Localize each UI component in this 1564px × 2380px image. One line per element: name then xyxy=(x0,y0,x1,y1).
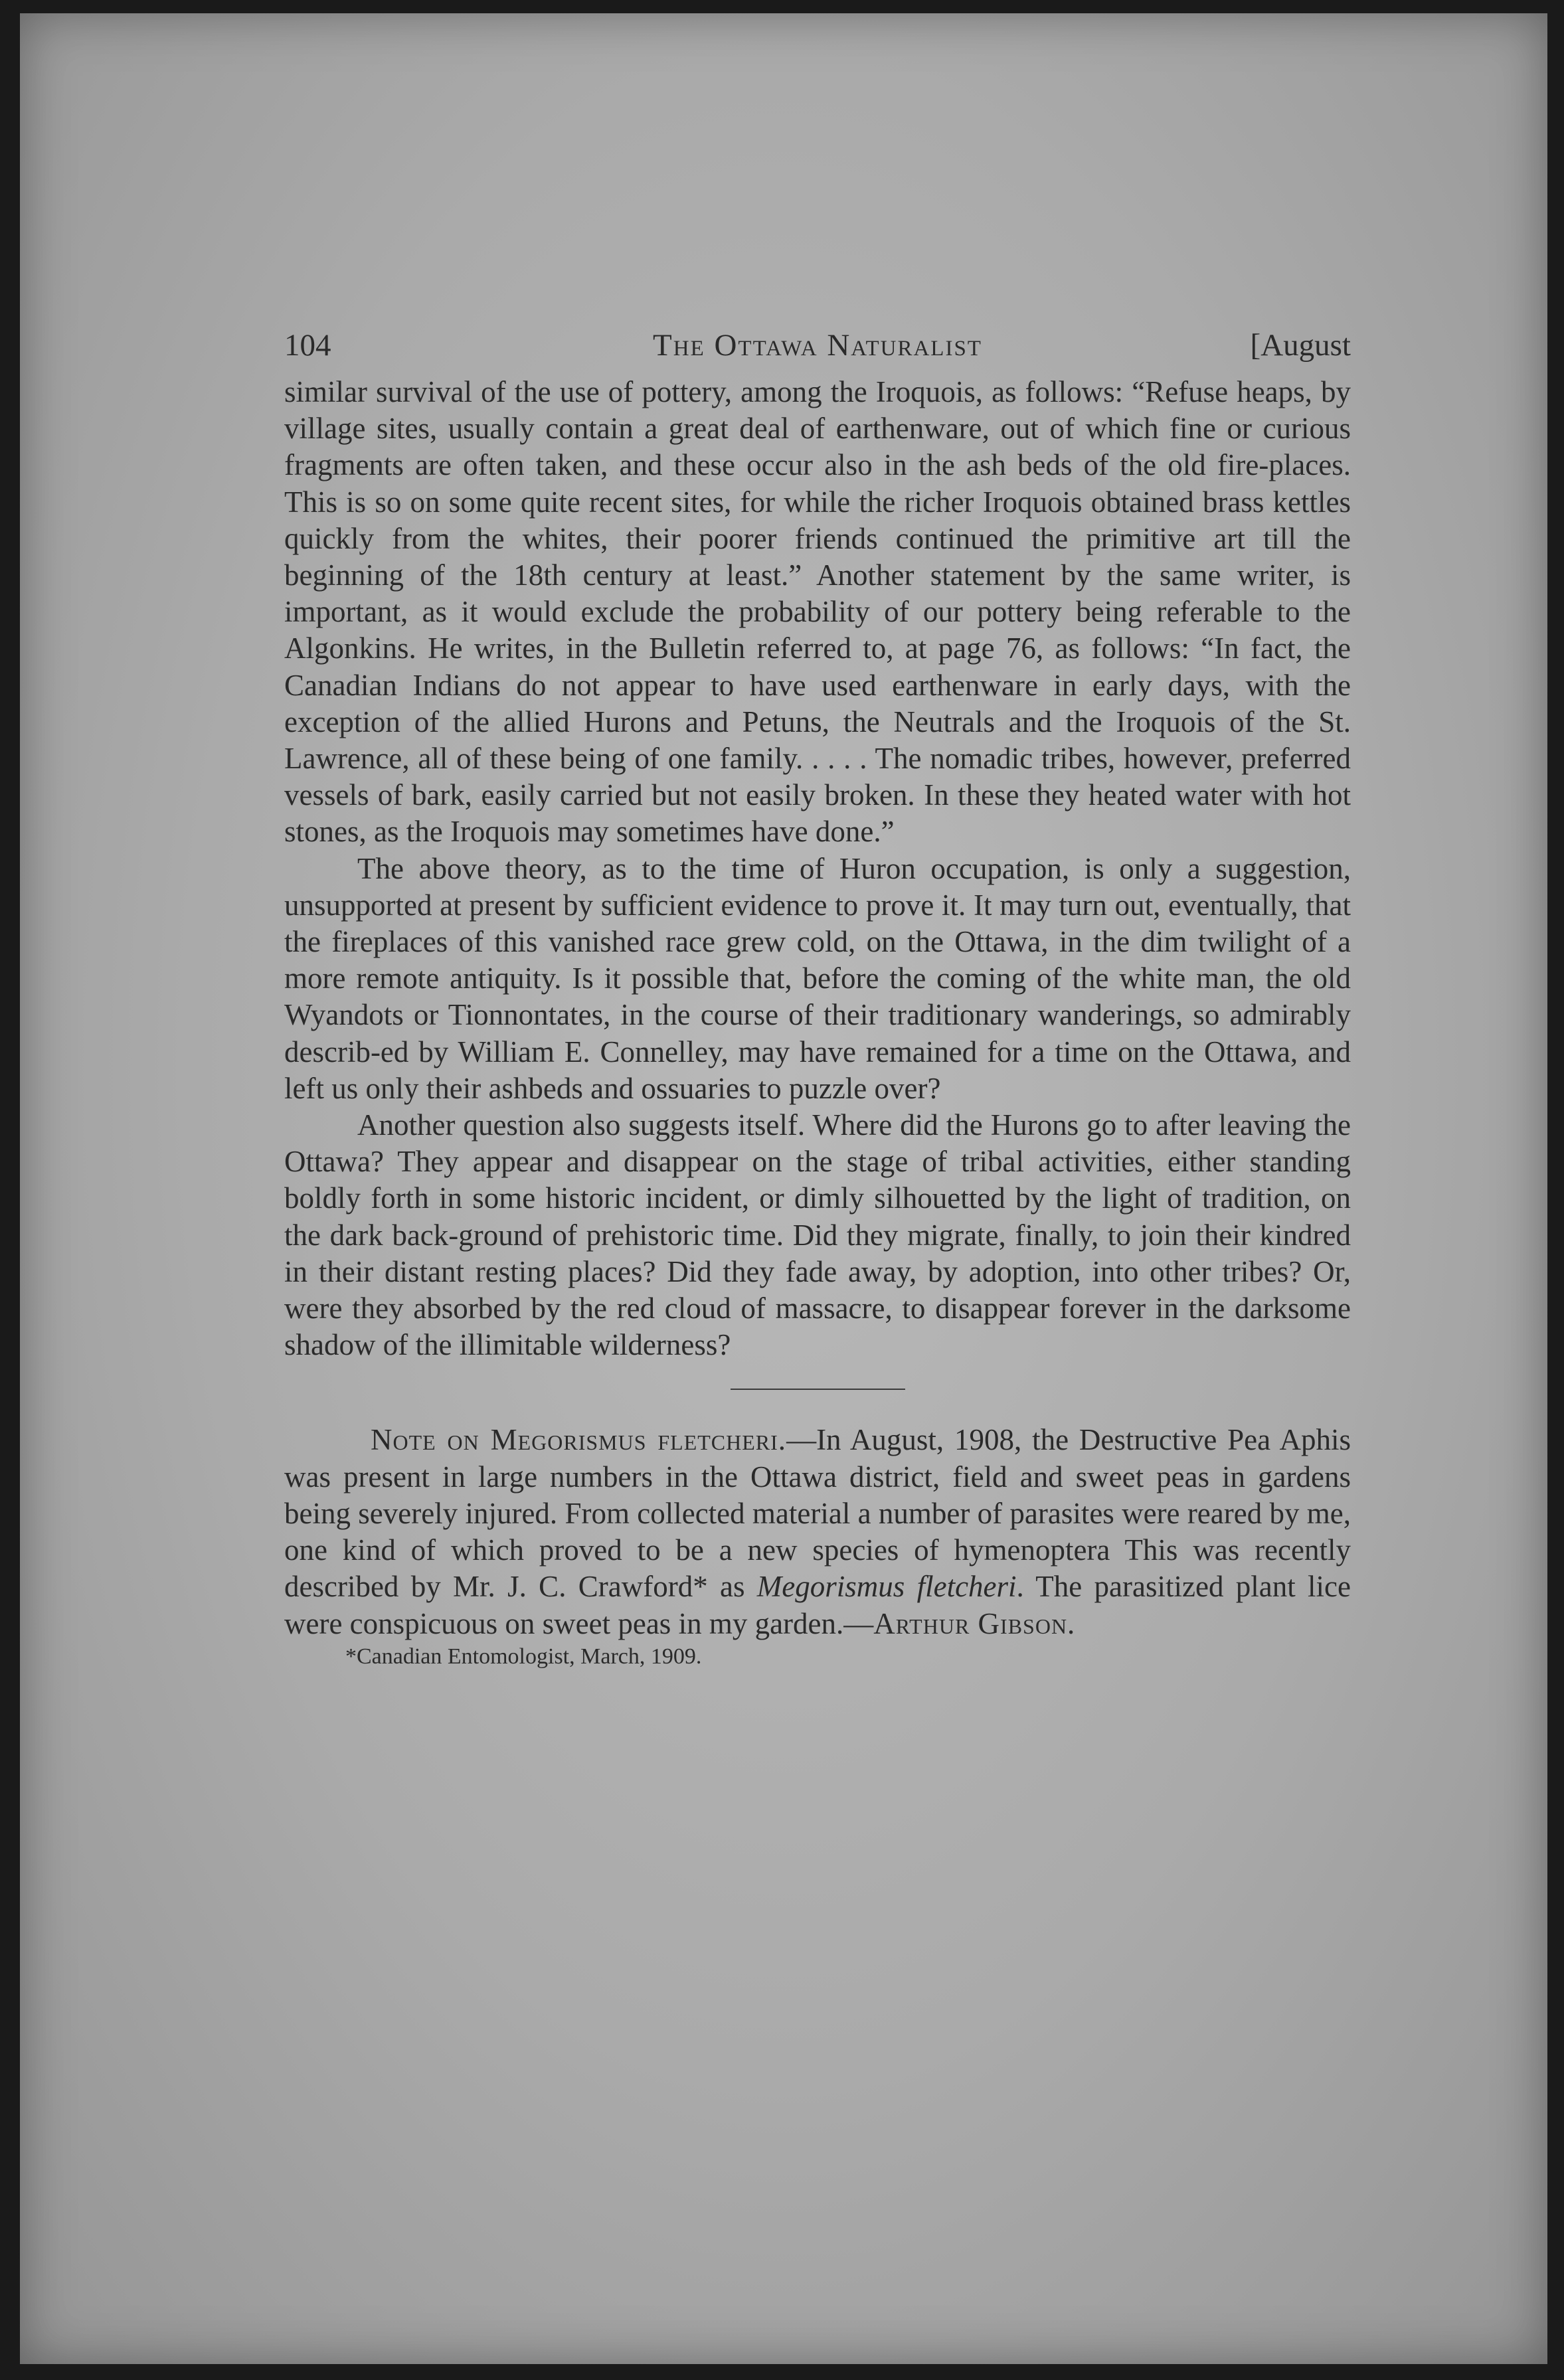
book-page xyxy=(20,13,1547,2364)
note-text: —In August, 1908, the Destructive Pea Aphis was present in large numbers in the Ottawa district, field and sweet peas in gardens being severely injured. From collected material a number of parasites were reared by me, one kind of which proved to be a new species of hymenoptera This was recently described by Mr. J. C. Crawford* as xyxy=(284,1423,1351,1604)
article-body xyxy=(284,374,1351,1363)
running-head xyxy=(284,321,1351,370)
species-name: Megorismus fletcheri xyxy=(756,1570,1017,1604)
section-divider xyxy=(731,1389,905,1390)
article-paragraph: Another question also suggests itself. Where did the Hurons go to after leaving the Ottawa? They appear and disappear on the stage of tribal activities, either standing boldly forth in some historic incident, or dimly silhouetted by the light of tradition, on the dark back-ground of prehistoric time. Did they migrate, finally, to join their kindred in their distant resting places? Did they fade away, by adoption, into other tribes? Or, were they absorbed by the red cloud of massacre, to disappear forever in the darksome shadow of the illimitable wilderness? xyxy=(284,1108,1351,1362)
footnote: *Canadian Entomologist, March, 1909. xyxy=(345,1644,702,1669)
journal-title: The Ottawa Naturalist xyxy=(653,328,982,363)
note-author: Arthur Gibson. xyxy=(873,1606,1076,1640)
issue-month: [August xyxy=(1250,328,1351,363)
page-number: 104 xyxy=(284,328,331,363)
article-paragraph: similar survival of the use of pottery, among the Iroquois, as follows: “Refuse heaps, by village sites, usually contain a great deal of earthenware, out of which fine or curious fragments are often taken, and these occur also in the ash beds of the old fire-places. This is so on some quite recent sites, for while the richer Iroquois obtained brass kettles quickly from the whites, their poorer friends continued the primitive art till the beginning of the 18th century at least.” Another statement by the same writer, is important, as it would exclude the probability of our pottery being referable to the Algonkins. He writes, in the Bulletin referred to, at page 76, as follows: “In fact, the Canadian Indians do not appear to have used earthenware in early days, with the exception of the allied Hurons and Petuns, the Neutrals and the Iroquois of the St. Lawrence, all of these being of one family. . . . . The nomadic tribes, however, preferred vessels of bark, easily carried but not easily broken. In these they heated water with hot stones, as the Iroquois may sometimes have done.” xyxy=(284,375,1351,849)
note-paragraph xyxy=(284,1422,1351,1642)
page-content xyxy=(284,321,1351,1671)
note-text-end: . The parasitized plant lice were conspicuous on sweet peas in my garden.— xyxy=(284,1570,1351,1640)
note-heading: Note on Megorismus fletcheri. xyxy=(371,1423,787,1457)
article-paragraph: The above theory, as to the time of Huron occupation, is only a suggestion, unsupported at present by sufficient evidence to prove it. It may turn out, eventually, that the fireplaces of this vanished race grew cold, on the Ottawa, in the dim twilight of a more remote antiquity. Is it possible that, before the coming of the white man, the old Wyandots or Tionnontates, in the course of their traditionary wanderings, so admirably describ-ed by William E. Connelley, may have remained for a time on the Ottawa, and left us only their ashbeds and ossuaries to puzzle over? xyxy=(284,851,1351,1105)
